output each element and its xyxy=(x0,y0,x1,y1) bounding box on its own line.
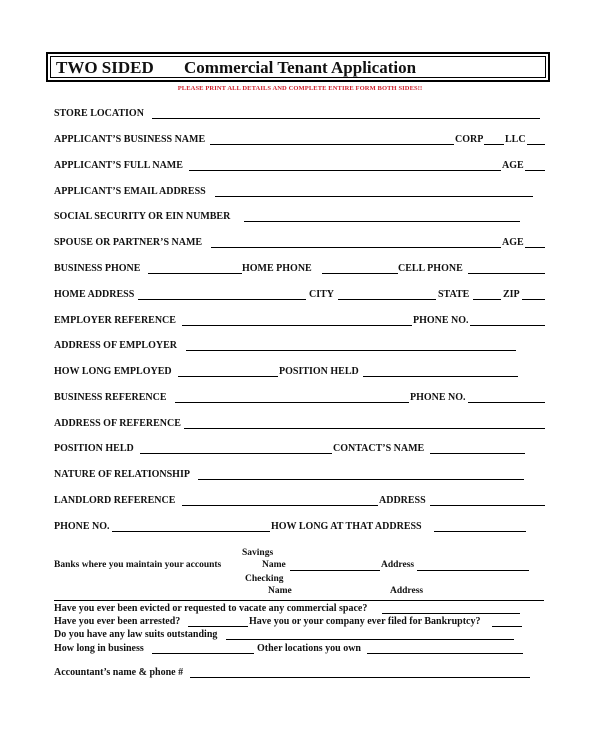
home-address-label: HOME ADDRESS xyxy=(54,289,135,300)
row-landlord-reference xyxy=(0,495,600,509)
row-banks-savings xyxy=(0,560,600,574)
row-arrested xyxy=(0,616,600,630)
accountant-field[interactable] xyxy=(190,667,530,678)
zip-label: ZIP xyxy=(503,289,520,300)
home-phone-label: HOME PHONE xyxy=(242,263,312,274)
business-phone-no-label: PHONE NO. xyxy=(410,392,466,403)
age-field[interactable] xyxy=(525,160,545,171)
employer-phone-field[interactable] xyxy=(470,315,545,326)
address-of-employer-label: ADDRESS OF EMPLOYER xyxy=(54,340,177,351)
landlord-reference-field[interactable] xyxy=(182,495,378,506)
home-address-field[interactable] xyxy=(138,289,306,300)
store-location-field[interactable] xyxy=(152,108,540,119)
how-long-business-question: How long in business xyxy=(54,643,144,654)
business-phone-label: BUSINESS PHONE xyxy=(54,263,141,274)
row-accountant xyxy=(0,667,600,681)
row-nature-of-relationship xyxy=(0,469,600,483)
contacts-name-field[interactable] xyxy=(430,443,525,454)
checking-heading: Checking xyxy=(245,574,284,584)
employer-reference-field[interactable] xyxy=(182,315,412,326)
evicted-question: Have you ever been evicted or requested to vacate any commercial space? xyxy=(54,603,368,614)
spouse-age-field[interactable] xyxy=(525,237,545,248)
row-business-duration xyxy=(0,643,600,657)
other-locations-field[interactable] xyxy=(367,643,523,654)
row-lawsuits xyxy=(0,629,600,643)
address-of-reference-label: ADDRESS OF REFERENCE xyxy=(54,418,181,429)
savings-heading: Savings xyxy=(242,548,274,558)
how-long-at-address-field[interactable] xyxy=(434,521,526,532)
ssn-field[interactable] xyxy=(244,211,520,222)
how-long-employed-field[interactable] xyxy=(178,366,278,377)
zip-field[interactable] xyxy=(522,289,545,300)
employer-reference-label: EMPLOYER REFERENCE xyxy=(54,315,176,326)
state-label: STATE xyxy=(438,289,470,300)
banks-label: Banks where you maintain your accounts xyxy=(54,560,222,570)
cell-phone-label: CELL PHONE xyxy=(398,263,463,274)
checking-name-label: Name xyxy=(268,586,292,596)
full-name-field[interactable] xyxy=(189,160,501,171)
bankruptcy-question: Have you or your company ever filed for Bankruptcy? xyxy=(249,616,481,627)
full-name-label: APPLICANT’S FULL NAME xyxy=(54,160,183,171)
nature-of-relationship-field[interactable] xyxy=(198,469,524,480)
landlord-address-field[interactable] xyxy=(430,495,545,506)
llc-label: LLC xyxy=(505,134,526,145)
landlord-address-label: ADDRESS xyxy=(379,495,426,506)
spouse-field[interactable] xyxy=(211,237,501,248)
how-long-employed-label: HOW LONG EMPLOYED xyxy=(54,366,172,377)
contacts-name-label: CONTACT’S NAME xyxy=(333,443,425,454)
spouse-age-label: AGE xyxy=(502,237,524,248)
city-field[interactable] xyxy=(338,289,436,300)
two-sided-label: TWO SIDED xyxy=(56,58,154,77)
savings-name-label: Name xyxy=(262,560,286,570)
age-label: AGE xyxy=(502,160,524,171)
row-email xyxy=(0,186,600,200)
address-of-reference-field[interactable] xyxy=(184,418,545,429)
row-phones xyxy=(0,263,600,277)
row-business-name xyxy=(0,134,600,148)
position-held-2-field[interactable] xyxy=(140,443,332,454)
state-field[interactable] xyxy=(473,289,501,300)
how-long-at-address-label: HOW LONG AT THAT ADDRESS xyxy=(271,521,422,532)
position-held-field[interactable] xyxy=(363,366,518,377)
row-phone-how-long xyxy=(0,521,600,535)
accountant-label: Accountant’s name & phone # xyxy=(54,667,184,678)
evicted-field[interactable] xyxy=(382,603,520,614)
row-address-of-employer xyxy=(0,340,600,354)
city-label: CITY xyxy=(309,289,335,300)
row-business-reference xyxy=(0,392,600,406)
title-box xyxy=(46,52,550,82)
business-name-field[interactable] xyxy=(210,134,454,145)
how-long-business-field[interactable] xyxy=(152,643,254,654)
email-label: APPLICANT’S EMAIL ADDRESS xyxy=(54,186,206,197)
cell-phone-field[interactable] xyxy=(468,263,545,274)
corp-field[interactable] xyxy=(484,134,504,145)
checking-address-label: Address xyxy=(390,586,424,596)
nature-of-relationship-label: NATURE OF RELATIONSHIP xyxy=(54,469,190,480)
row-ssn xyxy=(0,211,600,225)
savings-name-field[interactable] xyxy=(290,560,380,571)
corp-label: CORP xyxy=(455,134,484,145)
employer-phone-label: PHONE NO. xyxy=(413,315,469,326)
savings-address-field[interactable] xyxy=(417,560,529,571)
business-reference-label: BUSINESS REFERENCE xyxy=(54,392,167,403)
row-banks-checking xyxy=(0,586,600,600)
row-spouse xyxy=(0,237,600,251)
business-phone-field[interactable] xyxy=(148,263,242,274)
form-title: Commercial Tenant Application xyxy=(184,58,417,77)
instruction-text: PLEASE PRINT ALL DETAILS AND COMPLETE ENTIRE FORM BOTH SIDES!! xyxy=(177,85,423,92)
business-name-label: APPLICANT’S BUSINESS NAME xyxy=(54,134,206,145)
spouse-label: SPOUSE OR PARTNER’S NAME xyxy=(54,237,203,248)
section-divider xyxy=(54,600,544,601)
other-locations-question: Other locations you own xyxy=(257,643,361,654)
position-held-2-label: POSITION HELD xyxy=(54,443,134,454)
row-how-long-employed xyxy=(0,366,600,380)
business-reference-field[interactable] xyxy=(175,392,409,403)
row-evicted xyxy=(0,603,600,617)
savings-address-label: Address xyxy=(381,560,415,570)
arrested-question: Have you ever been arrested? xyxy=(54,616,181,627)
row-address-of-reference xyxy=(0,418,600,432)
lawsuits-field[interactable] xyxy=(226,629,514,640)
bankruptcy-field[interactable] xyxy=(492,616,522,627)
address-of-employer-field[interactable] xyxy=(186,340,516,351)
arrested-field[interactable] xyxy=(188,616,248,627)
position-held-label: POSITION HELD xyxy=(279,366,359,377)
row-position-contact xyxy=(0,443,600,457)
landlord-phone-label: PHONE NO. xyxy=(54,521,110,532)
lawsuits-question: Do you have any law suits outstanding xyxy=(54,629,218,640)
store-location-label: STORE LOCATION xyxy=(54,108,144,119)
row-home-address xyxy=(0,289,600,303)
home-phone-field[interactable] xyxy=(322,263,398,274)
email-field[interactable] xyxy=(215,186,533,197)
business-reference-phone-field[interactable] xyxy=(468,392,545,403)
landlord-phone-field[interactable] xyxy=(112,521,270,532)
ssn-label: SOCIAL SECURITY OR EIN NUMBER xyxy=(54,211,231,222)
row-store-location xyxy=(0,108,600,122)
llc-field[interactable] xyxy=(527,134,545,145)
landlord-reference-label: LANDLORD REFERENCE xyxy=(54,495,176,506)
row-employer-reference xyxy=(0,315,600,329)
row-full-name xyxy=(0,160,600,174)
